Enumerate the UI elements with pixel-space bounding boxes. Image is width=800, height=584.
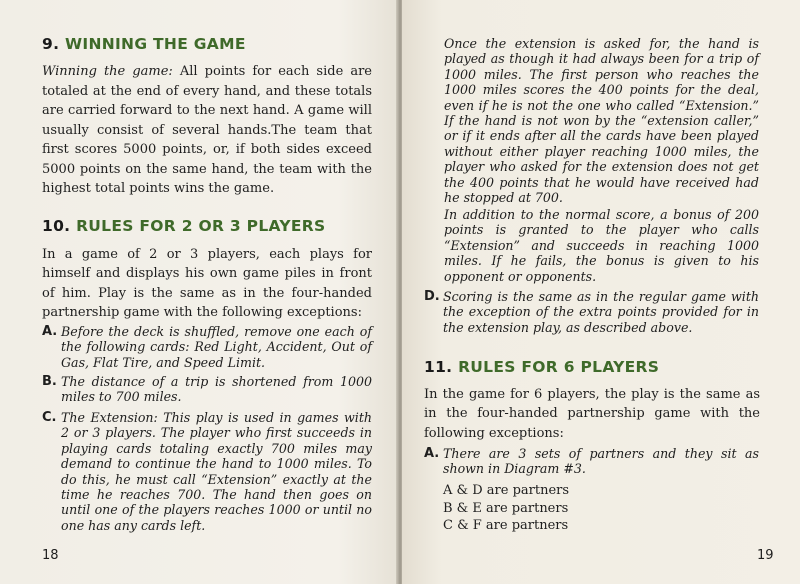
section-10-intro: In a game of 2 or 3 players, each plays for himself and displays his own game piles in front of him. Play is the same as in the four-handed partnership game with the following exceptions:	[42, 247, 372, 320]
section-9-heading	[42, 35, 246, 53]
list-item-d	[424, 289, 760, 339]
section-10-number: 10.	[42, 217, 71, 235]
partner-pair-ad: A & D are partners	[443, 483, 570, 498]
section-9-lead: Winning the game:	[42, 64, 173, 79]
section-10-heading	[42, 217, 325, 235]
partner-pair-cf: C & F are partners	[443, 518, 569, 533]
section-9-body	[42, 62, 372, 199]
list-item-label: A.	[424, 446, 440, 461]
list-item-b	[42, 374, 372, 408]
page-number-left: 18	[42, 548, 59, 563]
section-9-text: All points for each side are totaled at the end of every hand, and these totals are carried forward to the next hand. A game will usually consist of several hands.The team that first scores 5000 points, or, if both sides exceed 5000 points on the same hand, the team with the highest total points wins the game.	[42, 64, 372, 196]
list-item-a-6players	[424, 446, 760, 480]
page-number-right: 19	[757, 548, 774, 563]
list-item-text: There are 3 sets of partners and they sit as shown in Diagram #3.	[443, 446, 759, 477]
section-11-title: RULES FOR 6 PLAYERS	[458, 358, 660, 376]
section-11-heading	[424, 358, 659, 376]
list-item-text: The distance of a trip is shortened from 1000 miles to 700 miles.	[61, 374, 372, 405]
section-9-title: WINNING THE GAME	[64, 35, 246, 53]
list-item-c	[42, 410, 372, 535]
list-item-text: The Extension: This play is used in games with 2 or 3 players. The player who first succeeds in playing cards totaling exactly 700 miles may demand to continue the hand to 1000 miles. To do this, he must call “Extension” exactly at the time he reaches 700. The hand then goes on until one of the players reaches 1000 or until no one has any cards left.	[61, 410, 372, 533]
list-item-label: D.	[424, 289, 440, 304]
bonus-paragraph: In addition to the normal score, a bonus of 200 points is granted to the player who calls “Extension” and succeeds in reaching 1000 miles. If he fails, the bonus is given to his opponent or opponents.	[444, 207, 759, 284]
extension-paragraph: Once the extension is asked for, the hand is played as though it had always been for a trip of 1000 miles. The first person who reaches the 1000 miles scores the 400 points for the deal, even if he is not the one who called “Extension.” If the hand is not won by the “extension caller,” or if it ends after all the cards have been played without either player reaching 1000 miles, the player who asked for the extension does not get the 400 points that he would have received had he stopped at 700.	[444, 36, 759, 206]
section-11-number: 11.	[424, 358, 453, 376]
section-9-number: 9.	[42, 35, 60, 53]
section-10-title: RULES FOR 2 OR 3 PLAYERS	[76, 217, 326, 235]
partner-pair-be: B & E are partners	[443, 501, 569, 516]
list-item-text: Before the deck is shuffled, remove one each of the following cards: Red Light, Accident, Out of Gas, Flat Tire, and Speed Limit.	[61, 324, 372, 370]
list-item-label: B.	[42, 374, 57, 389]
left-page	[0, 0, 398, 584]
right-page	[402, 0, 800, 584]
list-item-label: A.	[42, 324, 58, 339]
section-11-intro: In the game for 6 players, the play is the same as in the four-handed partnership game with the following exceptions:	[424, 387, 760, 441]
list-item-label: C.	[42, 410, 57, 425]
list-item-text: Scoring is the same as in the regular game with the exception of the extra points provided for in the extension play, as described above.	[443, 289, 759, 335]
list-item-a	[42, 324, 372, 374]
